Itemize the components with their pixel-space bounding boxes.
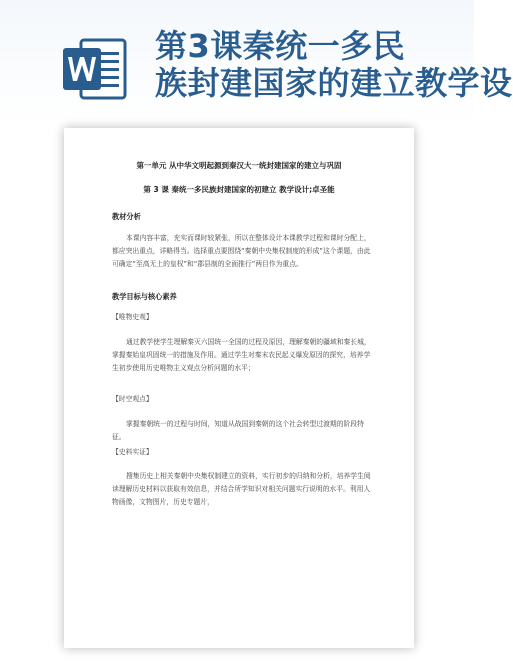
unit-title: 第一单元 从中华文明起源到秦汉大一统封建国家的建立与巩固 xyxy=(136,161,342,170)
banner-title-line1: 第3课秦统一多民 xyxy=(155,27,406,65)
banner-title xyxy=(155,27,513,102)
document-page xyxy=(64,128,414,648)
tag-space-time: 【时空观点】 xyxy=(112,395,153,403)
paragraph-text: 掌握秦朝统一的过程与时间，知道从战国到秦朝的这个社会转型过渡期的阶段特征。 xyxy=(112,420,364,441)
lesson-title: 第 3 课 秦统一多民族封建国家的初建立 教学设计;卓圣能 xyxy=(143,185,335,194)
paragraph-historical-evidence xyxy=(112,470,372,509)
section-paragraph-textbook-analysis xyxy=(112,232,372,271)
section-heading-objectives: 教学目标与核心素养 xyxy=(112,292,177,301)
paragraph-text: 本课内容丰富，充实而课时较紧张，所以在整体设计本课教学过程和课时分配上，都应突出重点，详略得当。选择重点要围绕“秦朝中央集权制度的形成”这个课题，由此可确定“至高无上的皇权”和“郡县制的全面推行”两目作为重点。 xyxy=(112,234,371,268)
tag-historical-evidence: 【史料实证】 xyxy=(112,448,153,456)
word-document-icon xyxy=(63,38,127,100)
document-banner xyxy=(0,0,513,125)
paragraph-text: 通过教学使学生理解秦灭六国统一全国的过程及原因，理解秦朝的疆域和秦长城，掌握秦始皇巩固统一的措施及作用。通过学生对秦末农民起义爆发原因的探究，培养学生初步使用历史唯物主义观点分析问题的水平； xyxy=(112,338,371,372)
section-heading-textbook-analysis: 教材分析 xyxy=(112,212,141,221)
tag-historical-materialism: 【唯物史观】 xyxy=(112,313,153,321)
paragraph-historical-materialism xyxy=(112,336,372,375)
banner-title-line2: 族封建国家的建立教学设 xyxy=(155,64,513,102)
paragraph-space-time xyxy=(112,418,372,444)
paragraph-text: 搜集历史上相关秦朝中央集权制建立的资料，实行初步的归纳和分析，培养学生阅读理解历史材料以获取有效信息，并结合所学知识对相关问题实行说明的水平。利用人物画像，文物图片，历史专题片， xyxy=(112,472,371,506)
